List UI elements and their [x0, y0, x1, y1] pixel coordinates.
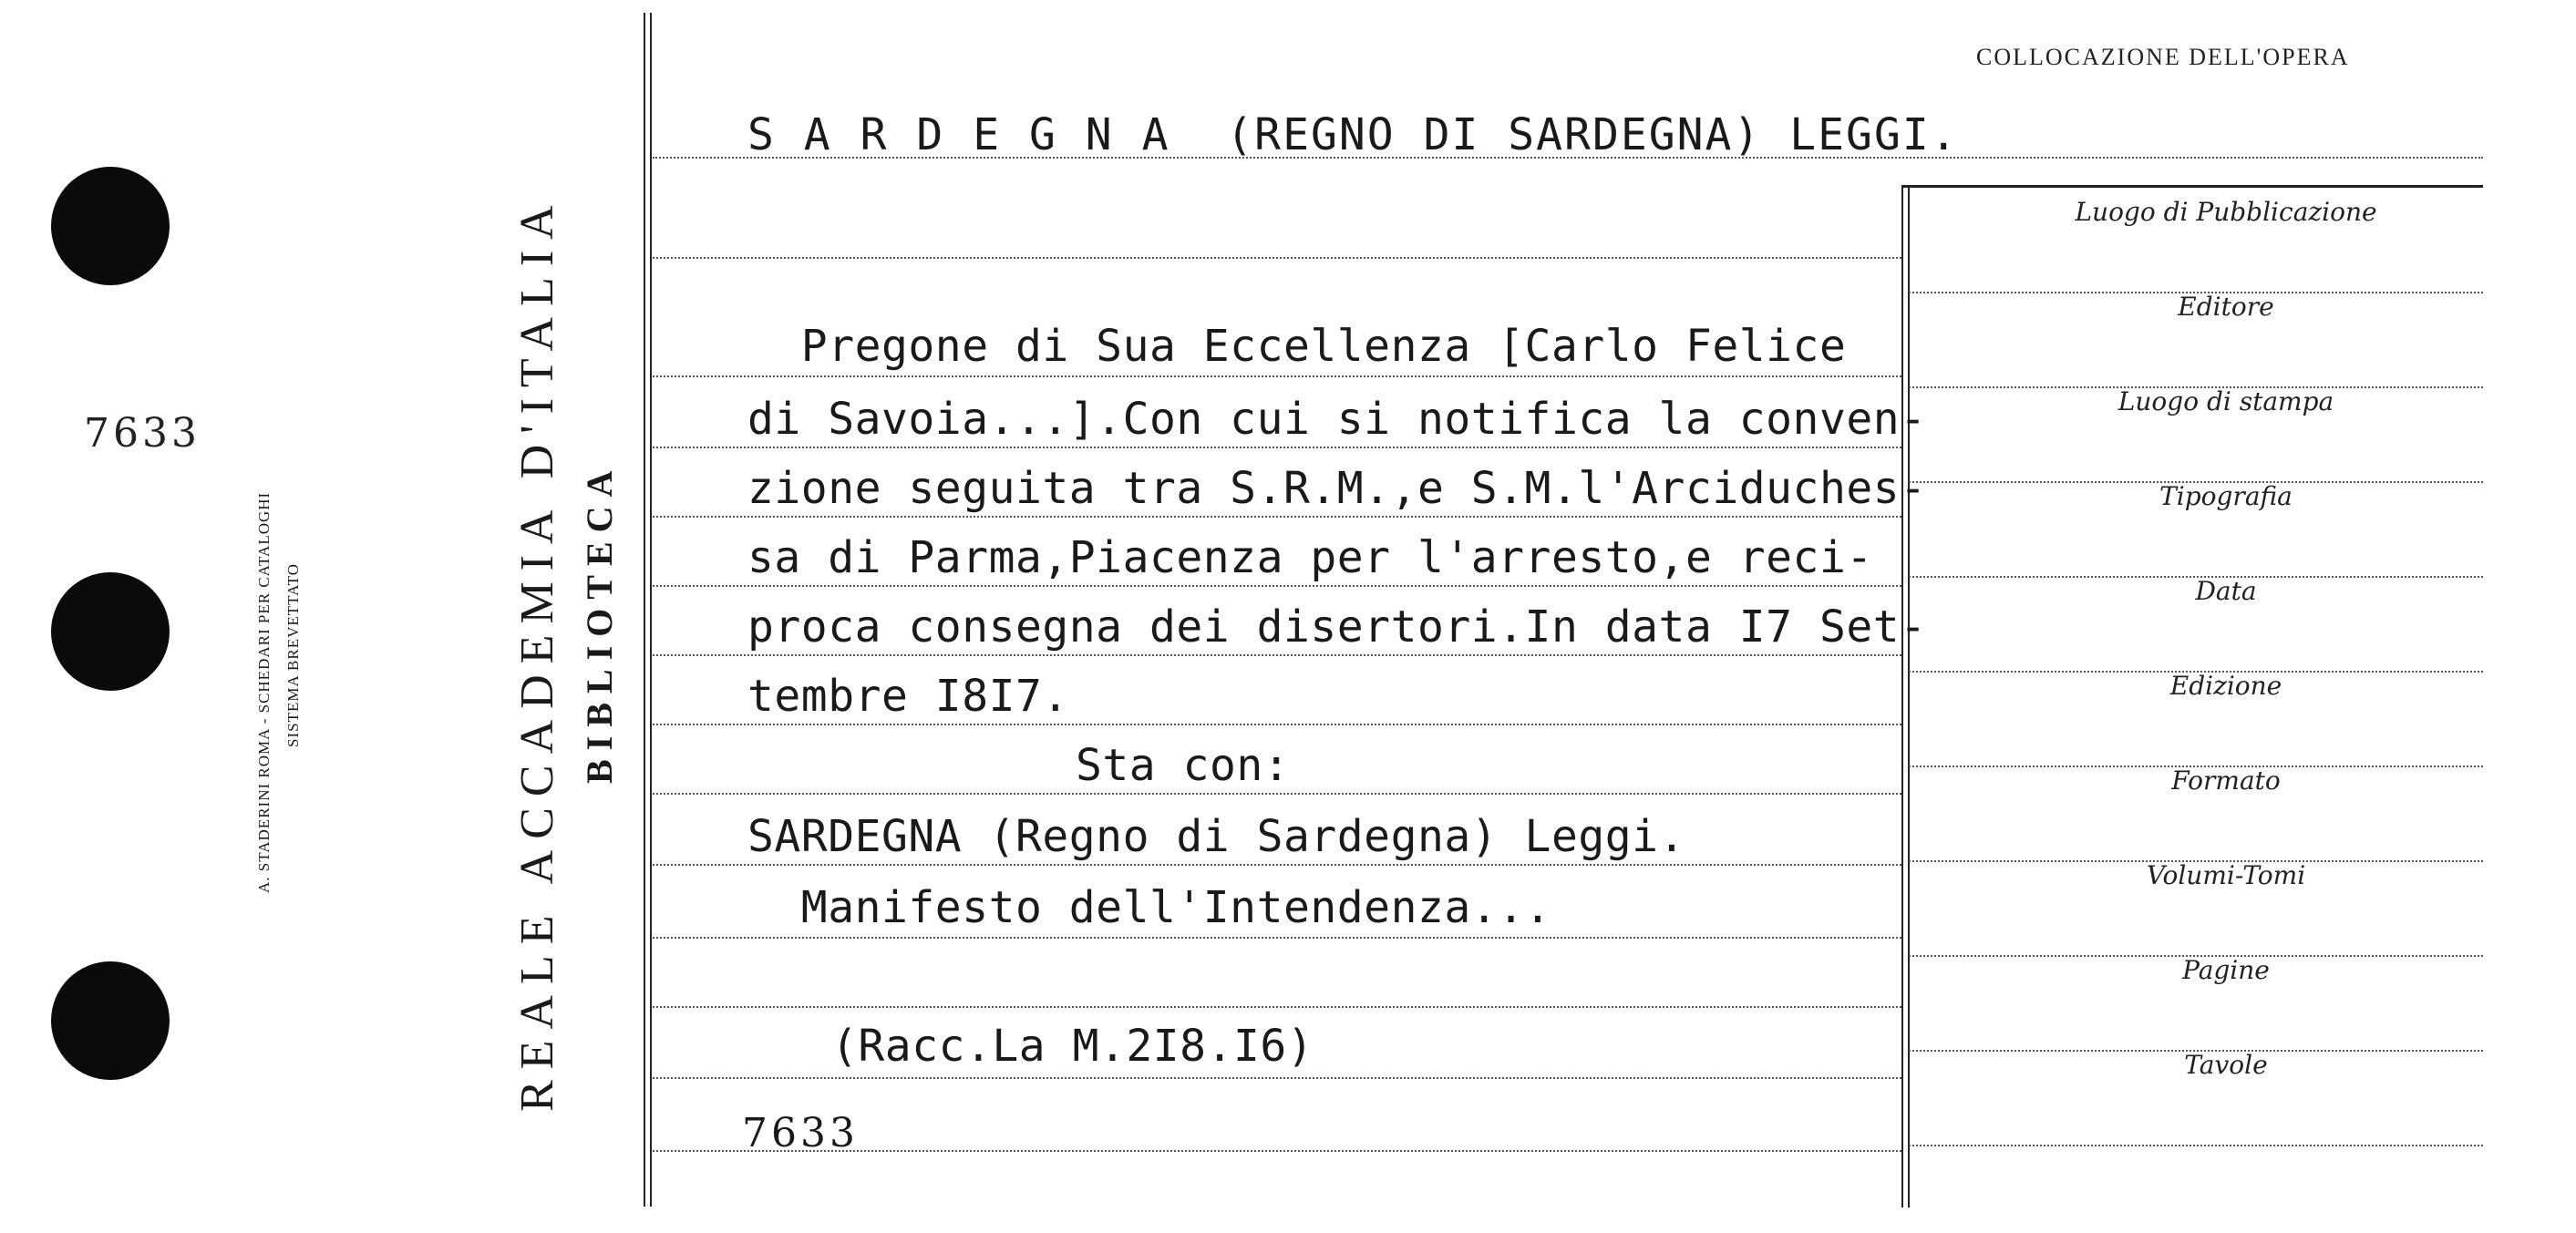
catalog-number-bottom: 7633: [742, 1110, 859, 1156]
body-line-6: tembre I8I7.: [747, 671, 1069, 722]
ruled-line: [653, 654, 1901, 656]
collection-reference: (Racc.La M.2I8.I6): [831, 1021, 1314, 1072]
field-pagine: Pagine: [2182, 955, 2270, 985]
body-line-5: proca consegna dei disertori.In data I7 Set-: [747, 601, 1927, 652]
printer-imprint-system: SISTEMA BREVETTATO: [284, 563, 302, 747]
body-line-3: zione seguita tra S.R.M.,e S.M.l'Arciduches-: [747, 463, 1927, 514]
field-tipografia: Tipografia: [2159, 481, 2293, 511]
ruled-line: [653, 937, 1901, 939]
shelfmark-header: COLLOCAZIONE DELL'OPERA: [1976, 44, 2350, 70]
punch-hole-top: [51, 167, 170, 285]
punch-hole-bottom: [51, 961, 170, 1080]
institution-name: REALE ACCADEMIA D'ITALIA: [511, 194, 563, 1112]
field-luogo-stampa: Luogo di stampa: [2117, 386, 2334, 416]
field-volumi-tomi: Volumi-Tomi: [2146, 860, 2306, 890]
ruled-line: [653, 516, 1901, 518]
field-tavole: Tavole: [2184, 1050, 2268, 1080]
body-line-4: sa di Parma,Piacenza per l'arresto,e reci-: [747, 532, 1873, 583]
field-rule: [1909, 1145, 2483, 1146]
ruled-line: [653, 585, 1901, 587]
sta-con-label: Sta con:: [1076, 740, 1291, 791]
ruled-line: [653, 1077, 1901, 1079]
ruled-line: [653, 375, 1901, 377]
ruled-line: [653, 724, 1901, 725]
field-column-top-rule: [1901, 185, 2483, 188]
field-edizione: Edizione: [2169, 671, 2282, 701]
printer-imprint: A. STADERINI ROMA - SCHEDARI PER CATALOGHI: [255, 491, 273, 893]
card-heading: S A R D E G N A (REGNO DI SARDEGNA) LEGGI.: [747, 109, 1959, 160]
department-name: BIBLIOTECA: [579, 461, 620, 784]
ruled-line: [653, 793, 1901, 795]
ruled-line: [653, 1006, 1901, 1008]
punch-hole-middle: [51, 572, 170, 691]
catalog-number-left: 7633: [84, 410, 201, 457]
related-entry-line-2: Manifesto dell'Intendenza...: [747, 882, 1551, 933]
left-margin-border: [644, 13, 652, 1207]
field-luogo-pubblicazione: Luogo di Pubblicazione: [2075, 197, 2377, 227]
ruled-line: [653, 257, 1901, 259]
field-formato: Formato: [2171, 765, 2281, 796]
body-line-2: di Savoia...].Con cui si notifica la conven-: [747, 394, 1927, 445]
body-line-1: Pregone di Sua Eccellenza [Carlo Felice: [747, 321, 1847, 372]
field-editore: Editore: [2178, 292, 2274, 322]
ruled-line: [653, 447, 1901, 448]
related-entry-line-1: SARDEGNA (Regno di Sardegna) Leggi.: [747, 811, 1685, 862]
field-data: Data: [2195, 576, 2257, 606]
ruled-line: [653, 864, 1901, 866]
